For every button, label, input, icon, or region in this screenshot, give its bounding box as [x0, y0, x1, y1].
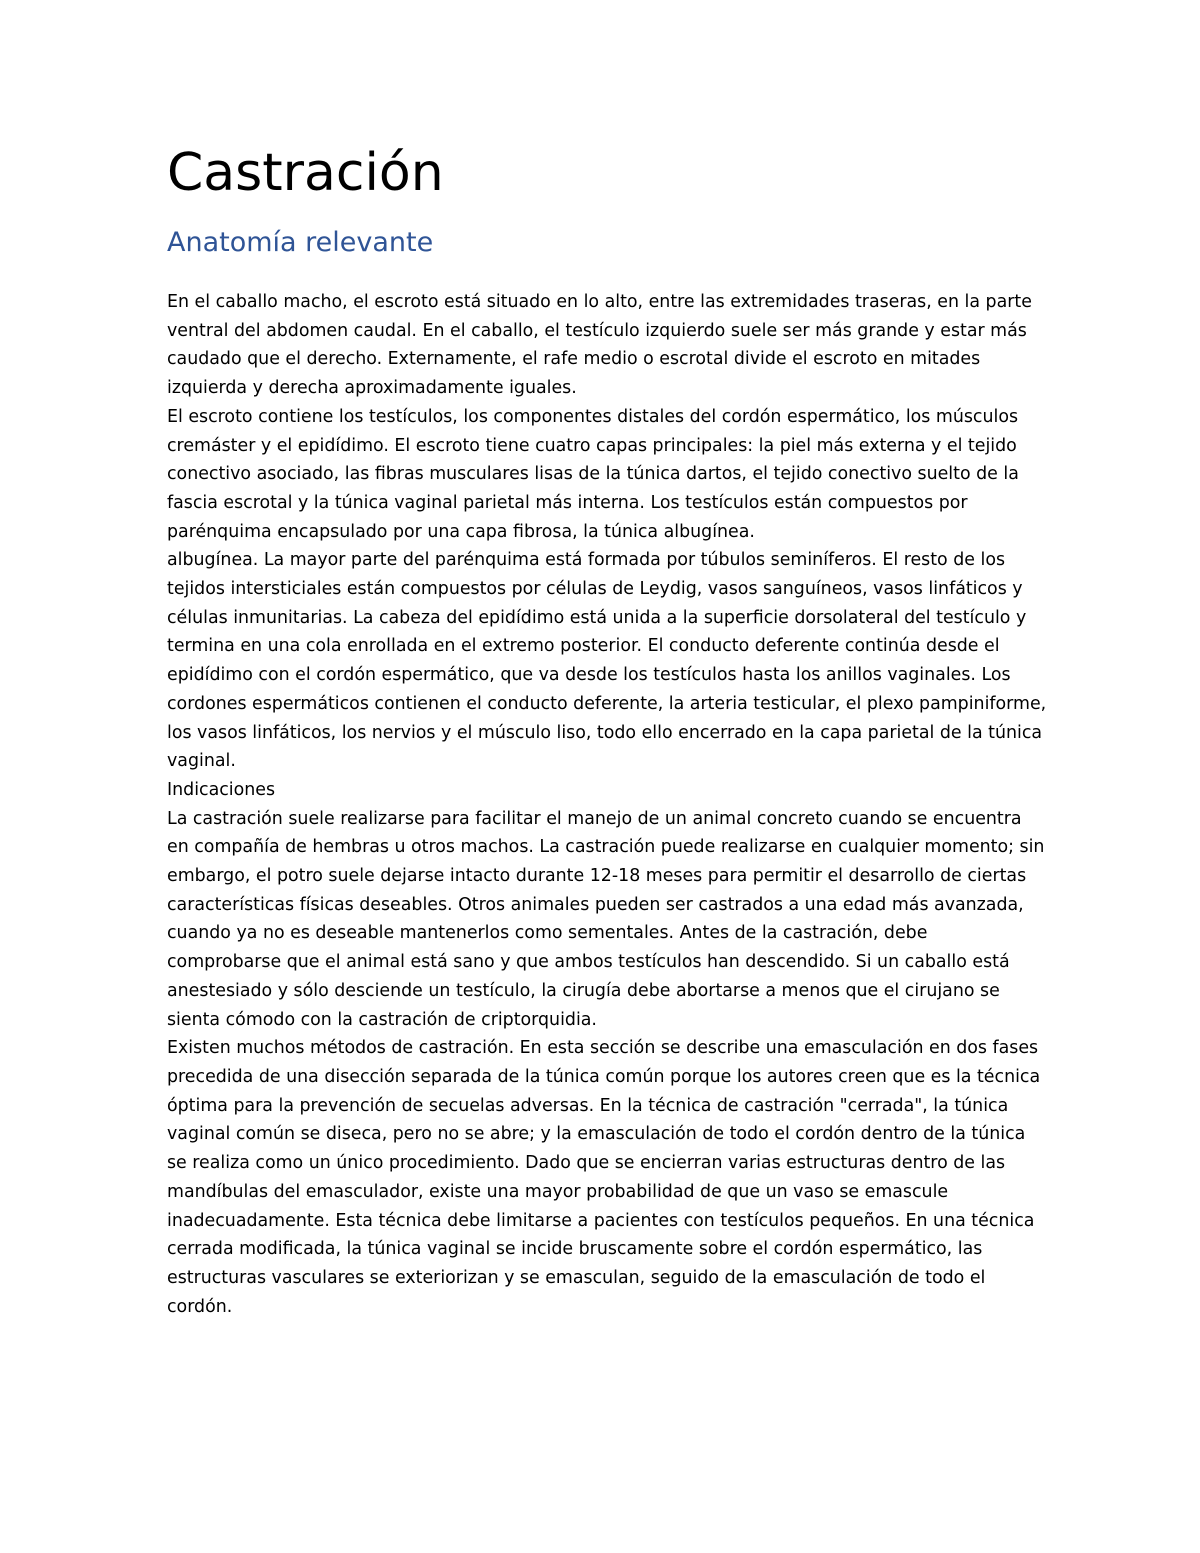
paragraph-methods: Existen muchos métodos de castración. En esta sección se describe una emasculación en dos fases precedida de una disección separada de la túnica común porque los autores creen que es la técnica óptima para la prevención de secuelas adversas. En la técnica de castración "cerrada", la túnica vaginal común se diseca, pero no se abre; y la emasculación de todo el cordón dentro de la túnica se realiza como un único procedimiento. Dado que se encierran varias estructuras dentro de las mandíbulas del emasculador, existe una mayor probabilidad de que un vaso se emascule inadecuadamente. Esta técnica debe limitarse a pacientes con testículos pequeños. En una técnica cerrada modificada, la túnica vaginal se incide bruscamente sobre el cordón espermático, las estructuras vasculares se exteriorizan y se emasculan, seguido de la emasculación de todo el cordón.: [167, 1038, 1041, 1317]
paragraph-anatomy-3: albugínea. La mayor parte del parénquima está formada por túbulos seminíferos. El resto de los tejidos intersticiales están compuestos por células de Leydig, vasos sanguíneos, vasos linfáticos y células inmunitarias. La cabeza del epidídimo está unida a la superficie dorsolateral del testículo y termina en una cola enrollada en el extremo posterior. El conducto deferente continúa desde el epidídimo con el cordón espermático, que va desde los testículos hasta los anillos vaginales. Los cordones espermáticos contienen el conducto deferente, la arteria testicular, el plexo pampiniforme, los vasos linfáticos, los nervios y el músculo liso, todo ello encerrado en la capa parietal de la túnica vaginal.: [167, 550, 1047, 772]
document-body: [167, 288, 1047, 1321]
paragraph-anatomy-1: En el caballo macho, el escroto está situado en lo alto, entre las extremidades traseras, en la parte ventral del abdomen caudal. En el caballo, el testículo izquierdo suele ser más grande y estar más caudado que el derecho. Externamente, el rafe medio o escrotal divide el escroto en mitades izquierda y derecha aproximadamente iguales.: [167, 292, 1032, 399]
document-title: Castración: [167, 143, 444, 203]
document-content: [167, 140, 1047, 1321]
indicaciones-heading: Indicaciones: [167, 779, 276, 800]
section-heading: Anatomía relevante: [167, 227, 434, 258]
paragraph-anatomy-2: El escroto contiene los testículos, los componentes distales del cordón espermático, los músculos cremáster y el epidídimo. El escroto tiene cuatro capas principales: la piel más externa y el tejido conectivo asociado, las fibras musculares lisas de la túnica dartos, el tejido conectivo suelto de la fascia escrotal y la túnica vaginal parietal más interna. Los testículos están compuestos por parénquima encapsulado por una capa fibrosa, la túnica albugínea.: [167, 406, 1019, 542]
paragraph-indications: La castración suele realizarse para facilitar el manejo de un animal concreto cuando se encuentra en compañía de hembras u otros machos. La castración puede realizarse en cualquier momento; sin embargo, el potro suele dejarse intacto durante 12-18 meses para permitir el desarrollo de ciertas características físicas deseables. Otros animales pueden ser castrados a una edad más avanzada, cuando ya no es deseable mantenerlos como sementales. Antes de la castración, debe comprobarse que el animal está sano y que ambos testículos han descendido. Si un caballo está anestesiado y sólo desciende un testículo, la cirugía debe abortarse a menos que el cirujano se sienta cómodo con la castración de criptorquidia.: [167, 808, 1045, 1030]
